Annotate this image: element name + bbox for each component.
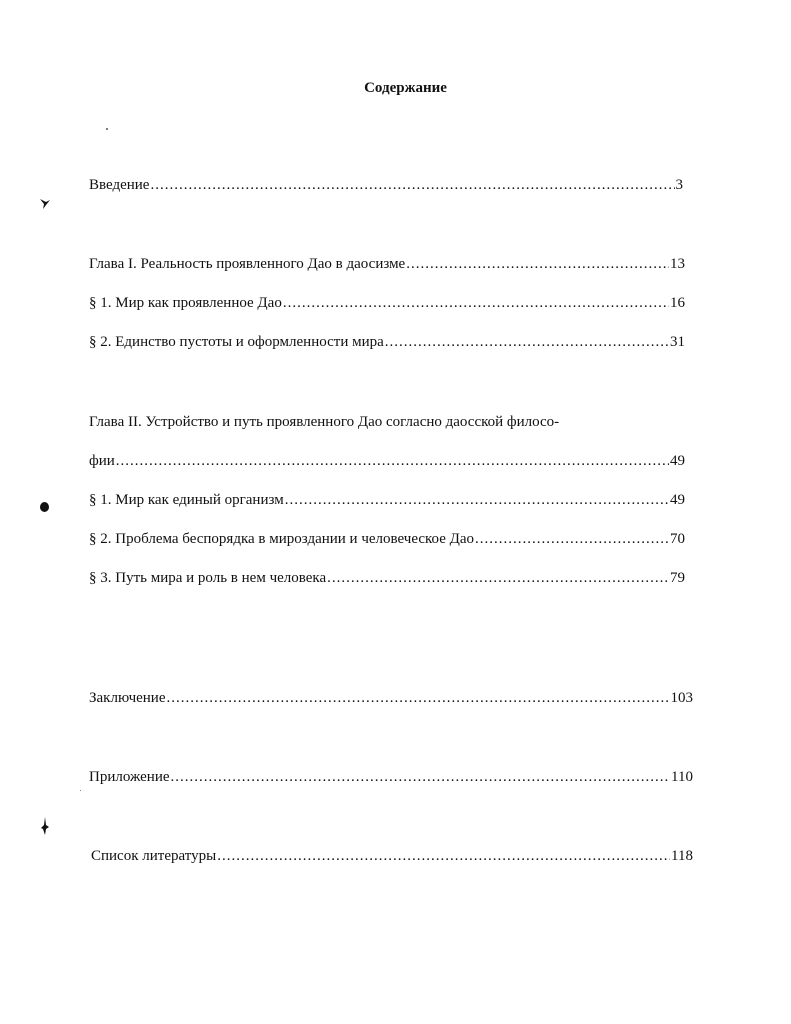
dot-leader (327, 569, 669, 587)
toc-entry-label: § 1. Мир как единый организм (89, 492, 284, 508)
toc-entry-bibliography (91, 847, 693, 865)
toc-entry-page: 103 (670, 690, 693, 706)
toc-entry-ch1-section-2 (89, 333, 685, 351)
toc-entry-page: 3 (675, 177, 683, 193)
toc-entry-appendix (89, 768, 693, 786)
dot-leader (167, 689, 670, 707)
scan-artifact-mark (38, 816, 52, 836)
toc-entry-chapter-2-continued (89, 452, 685, 470)
dot-leader (283, 294, 669, 312)
toc-entry-chapter-1 (89, 255, 685, 273)
toc-entry-page: 118 (671, 848, 693, 864)
dot-leader (116, 452, 669, 470)
scan-artifact-speck (80, 790, 81, 791)
dot-leader (385, 333, 669, 351)
toc-entry-conclusion (89, 689, 693, 707)
toc-entry-page: 13 (670, 256, 685, 272)
scan-artifact-speck (106, 128, 108, 130)
toc-entry-page: 70 (670, 531, 685, 547)
toc-entry-ch2-section-1 (89, 491, 685, 509)
toc-entry-label: Приложение (89, 769, 170, 785)
toc-entry-introduction (89, 176, 683, 194)
toc-entry-chapter-2: Глава II. Устройство и путь проявленного Дао согласно даосской филосо- (89, 414, 560, 430)
toc-entry-label: § 2. Единство пустоты и оформленности мира (89, 334, 384, 350)
toc-entry-label: Введение (89, 177, 150, 193)
toc-entry-page: 49 (670, 492, 685, 508)
toc-entry-label: § 1. Мир как проявленное Дао (89, 295, 282, 311)
toc-entry-label: Список литературы (91, 848, 217, 864)
toc-entry-page: 31 (670, 334, 685, 350)
scan-artifact-mark (38, 196, 52, 212)
toc-entry-page: 79 (670, 570, 685, 586)
dot-leader (150, 176, 674, 194)
toc-entry-label: § 3. Путь мира и роль в нем человека (89, 570, 327, 586)
toc-entry-label: § 2. Проблема беспорядка в мироздании и человеческое Дао (89, 531, 475, 547)
dot-leader (475, 530, 669, 548)
toc-entry-label: Глава I. Реальность проявленного Дао в даосизме (89, 256, 406, 272)
toc-entry-ch2-section-3 (89, 569, 685, 587)
toc-entry-label: фии (89, 453, 115, 469)
dot-leader (171, 768, 671, 786)
dot-leader (217, 847, 670, 865)
toc-entry-page: 16 (670, 295, 685, 311)
dot-leader (285, 491, 669, 509)
scan-artifact-dot (40, 502, 49, 512)
toc-entry-ch2-section-2 (89, 530, 685, 548)
dot-leader (406, 255, 669, 273)
page-title: Содержание (364, 80, 447, 96)
toc-entry-page: 110 (671, 769, 693, 785)
toc-entry-ch1-section-1 (89, 294, 685, 312)
toc-entry-page: 49 (670, 453, 685, 469)
toc-entry-label: Заключение (89, 690, 166, 706)
